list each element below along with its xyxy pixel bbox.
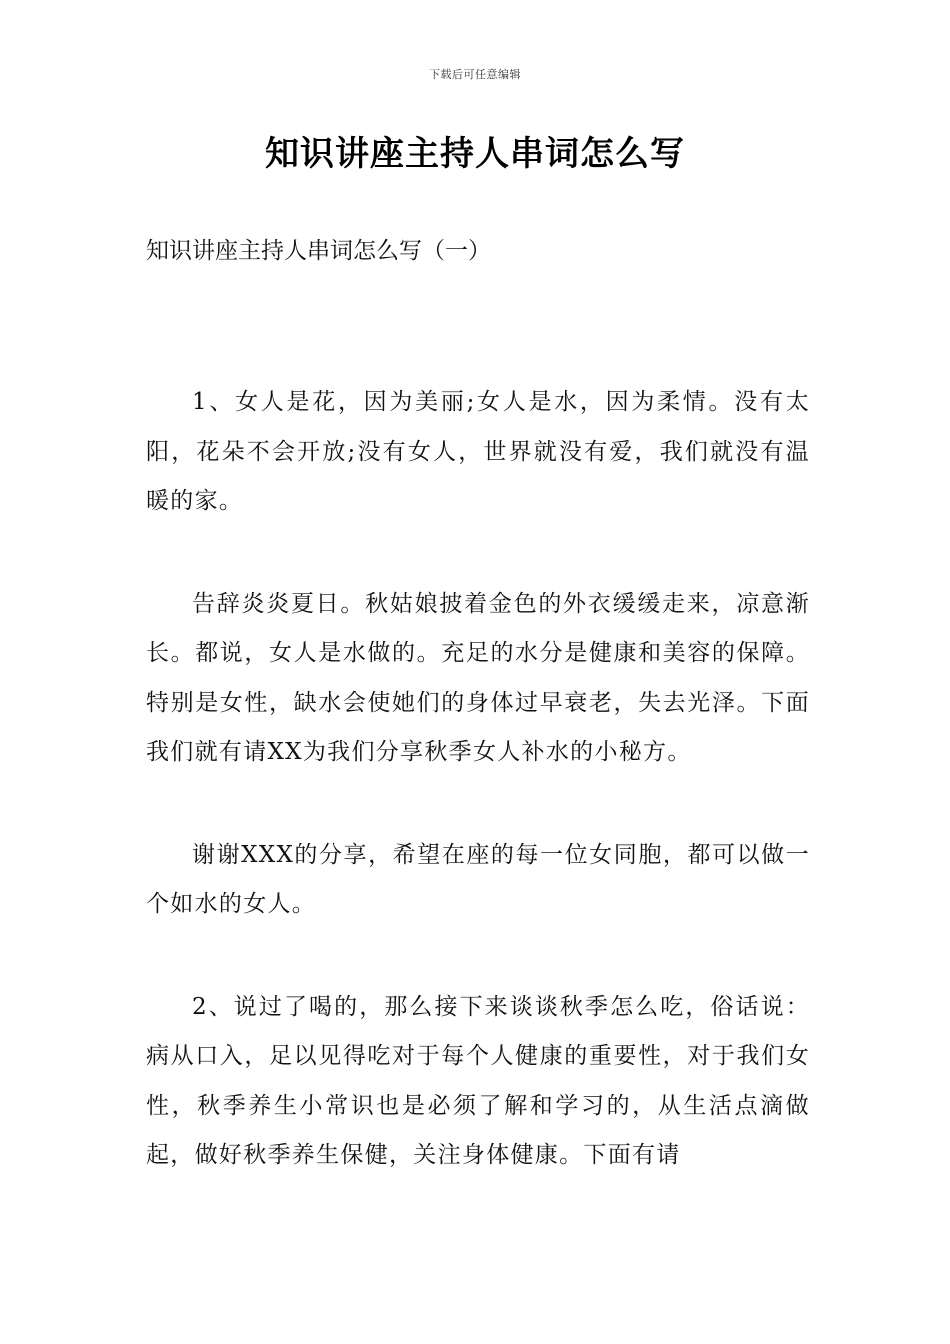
- document-body: [146, 378, 810, 1181]
- paragraph: 1、女人是花，因为美丽;女人是水，因为柔情。没有太阳，花朵不会开放;没有女人，世界就没有爱，我们就没有温暖的家。: [146, 389, 810, 514]
- document-title: 知识讲座主持人串词怎么写: [265, 134, 685, 174]
- header-note: 下载后可任意编辑: [429, 68, 521, 81]
- paragraph: 2、说过了喝的，那么接下来谈谈秋季怎么吃，俗话说：病从口入，足以见得吃对于每个人健康的重要性，对于我们女性，秋季养生小常识也是必须了解和学习的，从生活点滴做起，做好秋季养生保健，关注身体健康。下面有请: [146, 993, 810, 1168]
- paragraph: 谢谢XXX的分享，希望在座的每一位女同胞，都可以做一个如水的女人。: [146, 841, 810, 917]
- paragraph: 告辞炎炎夏日。秋姑娘披着金色的外衣缓缓走来，凉意渐长。都说，女人是水做的。充足的水分是健康和美容的保障。特别是女性，缺水会使她们的身体过早衰老，失去光泽。下面我们就有请XX为我们分享秋季女人补水的小秘方。: [146, 590, 810, 765]
- section-heading: 知识讲座主持人串词怎么写（一）: [146, 238, 491, 264]
